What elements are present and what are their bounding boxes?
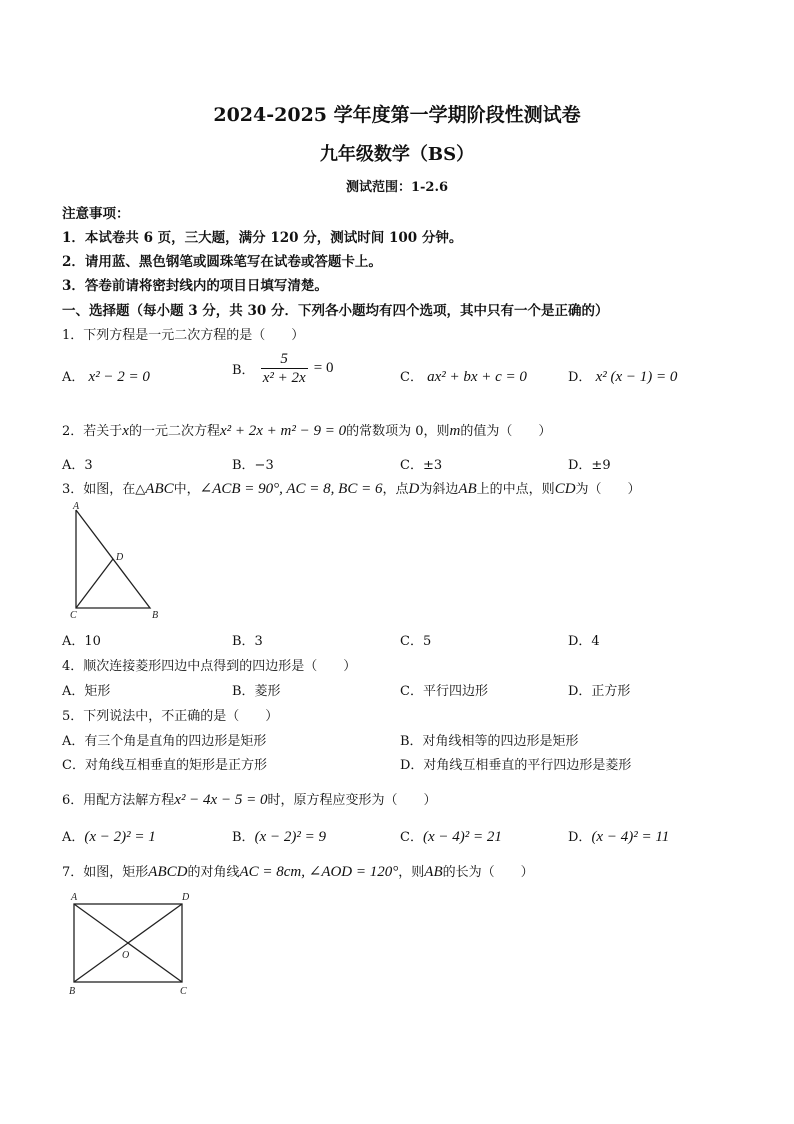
q2-option-a: A．3 [62, 458, 93, 473]
question-6-stem [62, 789, 436, 809]
question-3-stem [62, 478, 641, 498]
q1-option-b [232, 350, 334, 387]
option-label: B． [232, 830, 255, 845]
label-c: C [180, 986, 187, 997]
q5-option-c: C．对角线互相垂直的矩形是正方形 [62, 758, 267, 773]
q7-text-1: 7．如图，矩形 [62, 865, 149, 880]
q3-option-c: C．5 [400, 634, 432, 649]
q6-option-d-math: (x − 4)² = 11 [591, 829, 670, 845]
label-d: D [182, 892, 190, 903]
q3-text-5: 上的中点，则 [476, 482, 555, 497]
q3-text-3: ，点 [382, 482, 409, 497]
q2-var-x: x [122, 423, 129, 439]
q5-option-d: D．对角线互相垂直的平行四边形是菱形 [400, 758, 632, 773]
q2-text-2: 的一元二次方程 [128, 424, 220, 439]
q3-text-4: 为斜边 [419, 482, 459, 497]
question-4-stem: 4．顺次连接菱形四边中点得到的四边形是（ ） [62, 659, 357, 674]
question-7-stem [62, 861, 534, 881]
q3-text-6: 为（ ） [575, 482, 641, 497]
q3-text-2: 中， [173, 482, 200, 497]
question-2-stem [62, 420, 551, 440]
q4-option-c: C．平行四边形 [400, 684, 488, 699]
q3-option-b: B．3 [232, 634, 263, 649]
note-item-3: 3．答卷前请将密封线内的项目日填写清楚。 [62, 278, 328, 294]
q3-option-d: D．4 [568, 634, 600, 649]
q6-option-c-math: (x − 4)² = 21 [422, 829, 502, 845]
label-b: B [152, 610, 159, 621]
q3-text-1: 3．如图，在△ [62, 482, 146, 497]
q7-text-2: 的对角线 [187, 865, 240, 880]
q7-rectangle: ABCD [148, 864, 188, 880]
q7-text-4: 的长为（ ） [442, 865, 534, 880]
q4-option-a: A．矩形 [62, 684, 111, 699]
note-item-1: 1．本试卷共 6 页，三大题，满分 120 分，测试时间 100 分钟。 [62, 230, 463, 246]
q1-option-d [568, 366, 677, 386]
q1-option-c [400, 366, 527, 386]
q7-text-3: ，则 [398, 865, 425, 880]
q2-option-d: D．±9 [568, 458, 611, 473]
q6-option-d [568, 826, 669, 846]
q2-text-4: 的值为（ ） [460, 424, 552, 439]
exam-subtitle: 九年级数学（BS） [319, 144, 475, 165]
q6-option-b [232, 826, 326, 846]
q7-segment-ab: AB [424, 864, 443, 880]
q1-option-a [62, 366, 150, 386]
q3-triangle-figure [66, 500, 176, 622]
median-cd-line [76, 559, 113, 608]
note-item-2: 2．请用蓝、黑色钢笔或圆珠笔写在试卷或答题卡上。 [62, 254, 382, 270]
notes-heading: 注意事项： [62, 206, 130, 222]
option-label: C． [400, 830, 423, 845]
q6-text-1: 6．用配方法解方程 [62, 793, 175, 808]
q3-option-a: A．10 [62, 634, 101, 649]
q1-option-b-rest: = 0 [313, 360, 334, 376]
q7-rectangle-figure [64, 888, 204, 1000]
q2-text-3: 的常数项为 0，则 [346, 424, 450, 439]
q1-option-d-math: x² (x − 1) = 0 [595, 369, 678, 385]
label-d: D [116, 552, 124, 563]
q1-option-b-fraction [261, 350, 308, 387]
option-label: A． [62, 370, 85, 385]
option-label: A． [62, 830, 85, 845]
q6-option-c [400, 826, 502, 846]
q2-option-c: C．±3 [400, 458, 443, 473]
label-c: C [70, 610, 77, 621]
label-a: A [71, 892, 78, 903]
q2-var-m: m [449, 423, 461, 439]
option-label: C． [400, 370, 423, 385]
question-1-stem: 1．下列方程是一元二次方程的是（ ） [62, 328, 305, 343]
option-label: D． [568, 370, 592, 385]
q1-option-a-math: x² − 2 = 0 [88, 369, 150, 385]
q5-option-a: A．有三个角是直角的四边形是矩形 [62, 734, 267, 749]
q6-option-a-math: (x − 2)² = 1 [84, 829, 156, 845]
exam-title: 2024-2025 学年度第一学期阶段性测试卷 [213, 104, 581, 126]
q6-equation: x² − 4x − 5 = 0 [174, 792, 268, 808]
q2-text-1: 2．若关于 [62, 424, 123, 439]
q6-option-a [62, 826, 156, 846]
fraction-numerator: 5 [261, 350, 308, 369]
q6-option-b-math: (x − 2)² = 9 [254, 829, 326, 845]
test-range: 测试范围：1-2.6 [345, 180, 449, 195]
label-b: B [69, 986, 76, 997]
q3-point-d: D [408, 481, 420, 497]
fraction-denominator: x² + 2x [262, 370, 306, 386]
option-label: D． [568, 830, 592, 845]
section-1-heading: 一、选择题（每小题 3 分，共 30 分．下列各小题均有四个选项，其中只有一个是正确的） [62, 303, 609, 319]
q7-condition: AC = 8cm, ∠AOD = 120° [239, 864, 399, 880]
label-a: A [73, 501, 80, 512]
q4-option-d: D．正方形 [568, 684, 631, 699]
q5-option-b: B．对角线相等的四边形是矩形 [400, 734, 579, 749]
label-o: O [122, 950, 130, 961]
q1-option-c-math: ax² + bx + c = 0 [427, 369, 527, 385]
q4-option-b: B．菱形 [232, 684, 281, 699]
q3-triangle: ABC [145, 481, 174, 497]
q6-text-2: 时，原方程应变形为（ ） [267, 793, 437, 808]
q3-segment-ab: AB [458, 481, 477, 497]
q2-option-b: B．−3 [232, 458, 274, 473]
q2-equation: x² + 2x + m² − 9 = 0 [219, 423, 347, 439]
question-5-stem: 5．下列说法中，不正确的是（ ） [62, 709, 279, 724]
option-label: B． [232, 363, 255, 378]
q3-segment-cd: CD [554, 481, 576, 497]
q3-condition: ∠ACB = 90°, AC = 8, BC = 6 [199, 481, 383, 497]
